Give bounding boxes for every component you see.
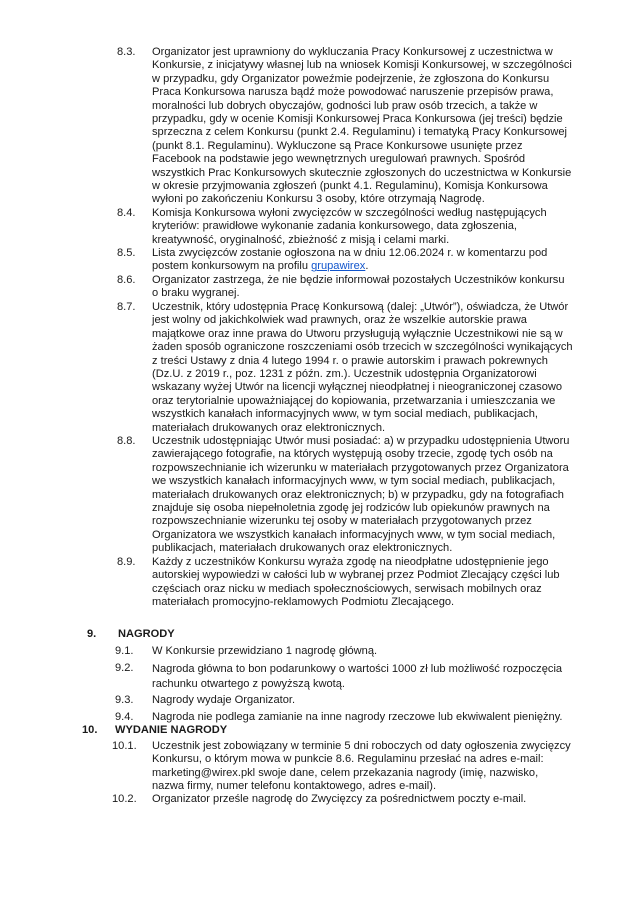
clause-text	[152, 247, 548, 274]
clause-text	[152, 740, 571, 794]
clause-number: 9.1.	[115, 645, 134, 657]
section-heading-9	[87, 628, 96, 641]
text-line: Organizator prześle nagrodę do Zwycięzcy za pośrednictwem poczty e-mail.	[152, 793, 527, 805]
text-line: znajduje się osoba niepełnoletnia zgodę jej rodziców lub opiekunów prawnych na	[152, 502, 550, 515]
clause-text	[152, 301, 573, 435]
text-line: Uczestnik jest zobowiązany w terminie 5 dni roboczych od daty ogłoszenia zwycięzcy	[152, 740, 571, 752]
text-line: moralności lub dobrych obyczajów, godności lub praw osób trzecich, a także w	[152, 99, 538, 112]
text-line: majątkowe oraz inne prawa do Utworu przysługują wyłącznie Uczestnikowi nie są w	[152, 327, 563, 340]
clause-number: 9.3.	[115, 694, 134, 706]
text-line: publikacjach, materiałach drukowanych oraz elektronicznych.	[152, 542, 453, 555]
text-line: jest wolny od jakichkolwiek wad prawnych, oraz że wszelkie autorskie prawa	[152, 314, 527, 327]
clause-number: 9.4.	[115, 711, 134, 723]
text-line: Każdy z uczestników Konkursu wyraża zgodę na nieodpłatne udostępnienie jego	[152, 556, 549, 568]
text-line: wszystkich Prac Konkursowych skutecznie zgłoszonych do uczestnictwa w Konkursie	[152, 166, 572, 179]
clause-number: 8.9.	[117, 556, 136, 568]
text-line: W Konkursie przewidziano 1 nagrodę główną.	[152, 645, 378, 657]
text-line: wskazany wyżej Utwór na licencji wyłącznej nieodpłatnej i nieograniczonej czasowo	[152, 381, 563, 394]
text-line: Facebook na podstawie jego wewnętrznych uregulowań prawnych. Spośród	[152, 153, 526, 166]
clause-number: 8.8.	[117, 435, 136, 447]
text-line: autorskiej wypowiedzi w całości lub w wybranej przez Podmiot Zlecający części lub	[152, 569, 560, 582]
text-line: zawierającego fotografie, na których występują osoby trzecie, zgodę tych osób na	[152, 448, 553, 461]
text-line: materiałach drukowanych oraz elektronicznych.	[152, 421, 386, 434]
text-line: Konkursie, z inicjatywy własnej lub na wniosek Komisji Konkursowej, w szczególności	[152, 59, 572, 72]
text-line: rachunku otwartego z powyższą kwotą.	[152, 678, 346, 690]
section-title-9	[118, 628, 175, 641]
text-line: wyłoni po zakończeniu Konkursu 3 osoby, które otrzymają Nagrodę.	[152, 193, 485, 206]
text-line: Lista zwycięzców zostanie ogłoszona na w dniu 12.06.2024 r. w komentarzu pod	[152, 247, 548, 259]
clause-text	[152, 694, 520, 707]
clause-text	[152, 207, 547, 247]
text-line: Nagroda nie podlega zamianie na inne nagrody rzeczowe lub ekwiwalent pieniężny.	[152, 711, 563, 723]
clause-number: 8.4.	[117, 207, 136, 219]
text-line: o braku wygranej.	[152, 287, 240, 300]
text-line: Uczestnik, który udostępnia Pracę Konkursową (dalej: „Utwór”), oświadcza, że Utwór	[152, 301, 569, 313]
text-line: rozpowszechnianie ich wizerunku w materiałach przygotowanych przez Organizatora	[152, 461, 569, 474]
clause-text	[152, 46, 572, 207]
clause-text	[152, 274, 565, 301]
clause-number: 10.1.	[112, 740, 137, 752]
text-line: (Dz.U. z 2019 r., poz. 1231 z późn. zm.). Uczestnik udostępnia Organizatorowi	[152, 368, 537, 381]
text-line: kreatywność, oryginalność, zbieżność z misją i celami marki.	[152, 233, 450, 246]
text-line: Organizatora we wszystkich kanałach informacyjnych www, w tym social mediach,	[152, 528, 556, 541]
text-line: marketing@wirex.pkl swoje dane, celem przekazania nagrody (imię, nazwisko,	[152, 766, 539, 779]
text-line: Praca Konkursowa narusza bądź może powodować naruszenie przepisów prawa,	[152, 86, 554, 99]
text-line: w okresie przyjmowania zgłoszeń (punkt 4.1. Regulaminu), Komisja Konkursowa	[152, 180, 548, 193]
text-line: (punkt 8.1. Regulaminu). Wykluczone są Prace Konkursowe usunięte przez	[152, 139, 523, 152]
text-line: we wszystkich kanałach informacyjnych www, w tym social mediach, publikacjach,	[152, 475, 556, 488]
clause-text	[152, 556, 560, 610]
text-line: kryteriów: prawidłowe wykonanie zadania konkursowego, data zgłoszenia,	[152, 220, 517, 233]
section-title: WYDANIE NAGRODY	[115, 724, 228, 736]
text-line: Nagroda główna to bon podarunkowy o wartości 1000 zł lub możliwość rozpoczęcia	[152, 663, 563, 675]
text-line: Nagrody wydaje Organizator.	[152, 694, 296, 706]
section-number: 9.	[87, 628, 97, 640]
clause-number: 10.2.	[112, 793, 137, 805]
section-heading-10	[82, 724, 97, 737]
text-line: materiałach drukowanych oraz elektronicznych; b) w przypadku, gdy na fotografiach	[152, 488, 564, 501]
text-line: rozpowszechnianie wizerunku tej osoby w materiałach przygotowanych przez	[152, 515, 532, 528]
section-title-10	[115, 724, 227, 737]
clause-text	[152, 435, 570, 556]
clause-number: 8.5.	[117, 247, 136, 259]
text-line	[152, 260, 517, 273]
text-fragment: postem konkursowym na profilu	[152, 260, 312, 273]
text-line: Komisja Konkursowa wyłoni zwycięzców w szczególności według następujących	[152, 207, 547, 219]
clause-text	[152, 662, 563, 692]
clause-number: 9.2.	[115, 662, 134, 674]
text-line: nazwa firmy, numer telefonu kontaktowego, adres e-mail).	[152, 780, 437, 793]
text-fragment: .	[365, 260, 369, 273]
text-line: Organizator jest uprawniony do wykluczania Pracy Konkursowej z uczestnictwa w	[152, 46, 553, 58]
clause-number: 8.7.	[117, 301, 136, 313]
text-line: przypadku, gdy w ocenie Komisji Konkursowej Praca Konkursowa (jej treści) będzie	[152, 113, 563, 126]
clause-text	[152, 645, 520, 658]
text-line: oraz terytorialnie upoważniającej do kopiowania, przetwarzania i umieszczania we	[152, 394, 556, 407]
clause-number: 8.3.	[117, 46, 136, 58]
text-line: sprzeczna z celem Konkursu (punkt 2.4. Regulaminu) i tematyką Pracy Konkursowej	[152, 126, 567, 139]
clause-text	[152, 793, 527, 806]
text-line: materiałach promocyjno-reklamowych Podmiotu Zlecającego.	[152, 596, 455, 609]
text-line: wszystkich kanałach informacyjnych www, w tym social mediach, publikacjach,	[152, 408, 538, 421]
profile-link[interactable]: grupawirex	[311, 260, 366, 273]
text-line: z treści Ustawy z dnia 4 lutego 1994 r. o prawie autorskim i prawach pokrewnych	[152, 354, 548, 367]
text-line: w przypadku, gdy Organizator poweźmie podejrzenie, że zgłoszona do Konkursu	[152, 72, 550, 85]
clause-number: 8.6.	[117, 274, 136, 286]
text-line: Uczestnik udostępniając Utwór musi posiadać: a) w przypadku udostępnienia Utworu	[152, 435, 570, 447]
text-line: żaden sposób ograniczone roszczeniami osób trzecich w szczególności wynikających	[152, 341, 573, 354]
text-line: Konkursu, o którym mowa w punkcie 8.6. Regulaminu przesłać na adres e-mail:	[152, 753, 544, 766]
text-line: częściach oraz nicku w mediach społecznościowych, serwisach mobilnych oraz	[152, 582, 542, 595]
text-line: Organizator zastrzega, że nie będzie informował pozostałych Uczestników konkursu	[152, 274, 565, 286]
section-number: 10.	[82, 724, 98, 736]
clause-text	[152, 711, 563, 724]
section-title: NAGRODY	[118, 628, 175, 640]
